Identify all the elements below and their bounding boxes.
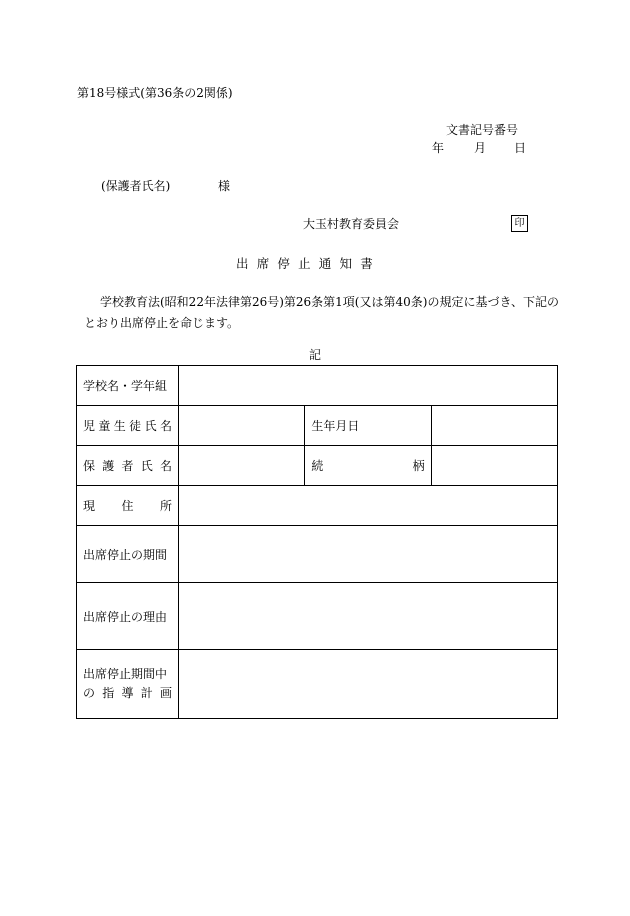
label-char: 計 (140, 686, 153, 700)
table-row (77, 526, 558, 583)
label-char: 徒 (129, 419, 142, 433)
suspension-period-label: 出席停止の期間 (77, 526, 179, 583)
label-char: 住 (121, 499, 134, 513)
suspension-period-field[interactable] (179, 526, 558, 583)
suspension-reason-field[interactable] (179, 583, 558, 650)
label-char: 導 (121, 686, 134, 700)
label-char: 現 (83, 499, 96, 513)
spread-text (83, 417, 172, 434)
label-char: 生 (113, 419, 126, 433)
table-row (77, 446, 558, 486)
spread-text (83, 457, 172, 474)
body-text: 学校教育法(昭和22年法律第26号)第26条第1項(又は第40条)の規定に基づき、下記のとおり出席停止を命じます。 (84, 295, 559, 330)
birth-date-label: 生年月日 (305, 406, 431, 446)
label-char: 指 (102, 686, 115, 700)
table-row (77, 486, 558, 526)
label-char: 者 (121, 459, 134, 473)
label-char: 氏 (140, 459, 153, 473)
spread-text (311, 457, 424, 474)
spread-text (83, 497, 172, 514)
table-row (77, 366, 558, 406)
student-name-field[interactable] (179, 406, 305, 446)
label-char: 画 (159, 686, 172, 700)
label-char: 児 (83, 419, 96, 433)
birth-date-field[interactable] (431, 406, 557, 446)
student-name-label (77, 406, 179, 446)
label-char: 所 (159, 499, 172, 513)
guidance-plan-label-line1: 出席停止期間中 (83, 667, 168, 681)
table-row (77, 650, 558, 719)
recipient-label: (保護者氏名) (101, 179, 171, 193)
label-char: 名 (159, 459, 172, 473)
seal-mark: 印 (511, 215, 528, 232)
address-field[interactable] (179, 486, 558, 526)
suspension-reason-label: 出席停止の理由 (77, 583, 179, 650)
guidance-plan-field[interactable] (179, 650, 558, 719)
issuer: 大玉村教育委員会 (303, 217, 400, 231)
guidance-plan-label (77, 650, 179, 719)
document-number-label: 文書記号番号 (446, 123, 519, 137)
date-line (432, 141, 526, 155)
school-grade-label: 学校名・学年組 (77, 366, 179, 406)
label-char: 童 (98, 419, 111, 433)
date-month: 月 (474, 141, 487, 155)
document-title: 出席停止通知書 (236, 256, 381, 271)
guidance-plan-label-line2 (83, 684, 172, 703)
table-row (77, 406, 558, 446)
label-char: 氏 (144, 419, 157, 433)
label-char: 続 (311, 459, 324, 473)
school-grade-field[interactable] (179, 366, 558, 406)
ki-label: 記 (309, 348, 322, 362)
date-year: 年 (432, 141, 445, 155)
label-char: の (83, 686, 96, 700)
relationship-label (305, 446, 431, 486)
label-char: 護 (102, 459, 115, 473)
label-char: 名 (159, 419, 172, 433)
guardian-name-field[interactable] (179, 446, 305, 486)
honorific: 様 (218, 179, 231, 193)
guardian-name-label (77, 446, 179, 486)
label-char: 柄 (412, 459, 425, 473)
table-row (77, 583, 558, 650)
form-number: 第18号様式(第36条の2関係) (77, 86, 233, 100)
label-char: 保 (83, 459, 96, 473)
relationship-field[interactable] (431, 446, 557, 486)
suspension-form-table (76, 365, 558, 719)
address-label (77, 486, 179, 526)
date-day: 日 (514, 141, 527, 155)
